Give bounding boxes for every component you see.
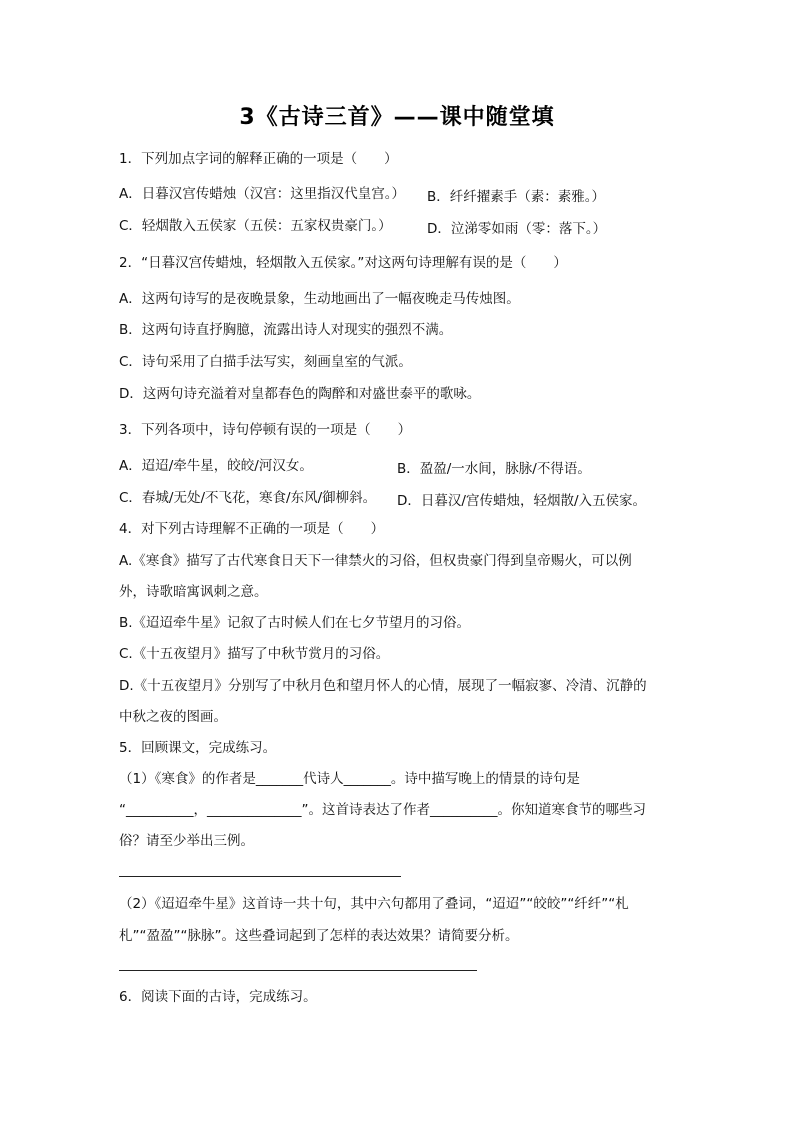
question-3-option-a: A．迢迢/牵牛星，皎皎/河汉女。 — [119, 458, 313, 474]
question-1-option-c: C．轻烟散入五侯家（五侯：五家权贵豪门。） — [119, 218, 392, 234]
question-2-option-c: C．诗句采用了白描手法写实，刻画皇室的气派。 — [119, 354, 412, 370]
answer-line-2[interactable] — [119, 970, 477, 971]
question-2-stem: 2．“日暮汉宫传蜡烛，轻烟散入五侯家。”对这两句诗理解有误的是（ ） — [119, 255, 567, 271]
question-2-option-b: B．这两句诗直抒胸臆，流露出诗人对现实的强烈不满。 — [119, 322, 453, 338]
question-4-option-d-line1: D.《十五夜望月》分别写了中秋月色和望月怀人的心情，展现了一幅寂寥、冷清、沉静的 — [119, 678, 647, 694]
question-1-option-b: B．纤纤擢素手（素：素雅。） — [427, 189, 606, 205]
answer-line-1[interactable] — [119, 876, 401, 877]
question-4-option-a-line2: 外，诗歌暗寓讽刺之意。 — [119, 584, 268, 600]
question-5-part2-line2: 札”“盈盈”“脉脉”。这些叠词起到了怎样的表达效果？请简要分析。 — [119, 928, 519, 944]
question-3-stem: 3．下列各项中，诗句停顿有误的一项是（ ） — [119, 422, 412, 438]
question-1-option-a: A．日暮汉宫传蜡烛（汉宫：这里指汉代皇宫。） — [119, 186, 405, 202]
question-4-option-b: B.《迢迢牵牛星》记叙了古时候人们在七夕节望月的习俗。 — [119, 615, 471, 631]
question-2-option-d: D．这两句诗充溢着对皇都春色的陶醉和对盛世泰平的歌咏。 — [119, 386, 481, 402]
question-4-option-a-line1: A.《寒食》描写了古代寒食日天下一律禁火的习俗，但权贵豪门得到皇帝赐火，可以例 — [119, 553, 632, 569]
page-title: 3《古诗三首》——课中随堂填 — [239, 105, 555, 130]
question-5-part1-line2: “__________，______________”。这首诗表达了作者__________。你知道寒食节的哪些习 — [119, 802, 646, 818]
question-4-option-c: C.《十五夜望月》描写了中秋节赏月的习俗。 — [119, 646, 390, 662]
question-5-stem: 5．回顾课文，完成练习。 — [119, 740, 277, 756]
question-3-option-c: C．春城/无处/不飞花，寒食/东风/御柳斜。 — [119, 490, 377, 506]
question-1-option-d: D．泣涕零如雨（零：落下。） — [427, 221, 607, 237]
question-6-stem: 6．阅读下面的古诗，完成练习。 — [119, 989, 317, 1005]
question-2-option-a: A．这两句诗写的是夜晚景象，生动地画出了一幅夜晚走马传烛图。 — [119, 291, 520, 307]
question-1-stem: 1．下列加点字词的解释正确的一项是（ ） — [119, 151, 398, 167]
question-3-option-d: D．日暮汉/宫传蜡烛，轻烟散/入五侯家。 — [397, 493, 646, 509]
question-3-option-b: B．盈盈/一水间，脉脉/不得语。 — [397, 461, 591, 477]
question-5-part1-line1: （1）《寒食》的作者是_______代诗人_______。诗中描写晚上的情景的诗句是 — [119, 771, 580, 787]
question-4-stem: 4．对下列古诗理解不正确的一项是（ ） — [119, 521, 385, 537]
question-4-option-d-line2: 中秋之夜的图画。 — [119, 709, 227, 725]
question-5-part2-line1: （2）《迢迢牵牛星》这首诗一共十句，其中六句都用了叠词，“迢迢”“皎皎”“纤纤”“札 — [119, 896, 629, 912]
question-5-part1-line3: 俗？请至少举出三例。 — [119, 833, 254, 849]
